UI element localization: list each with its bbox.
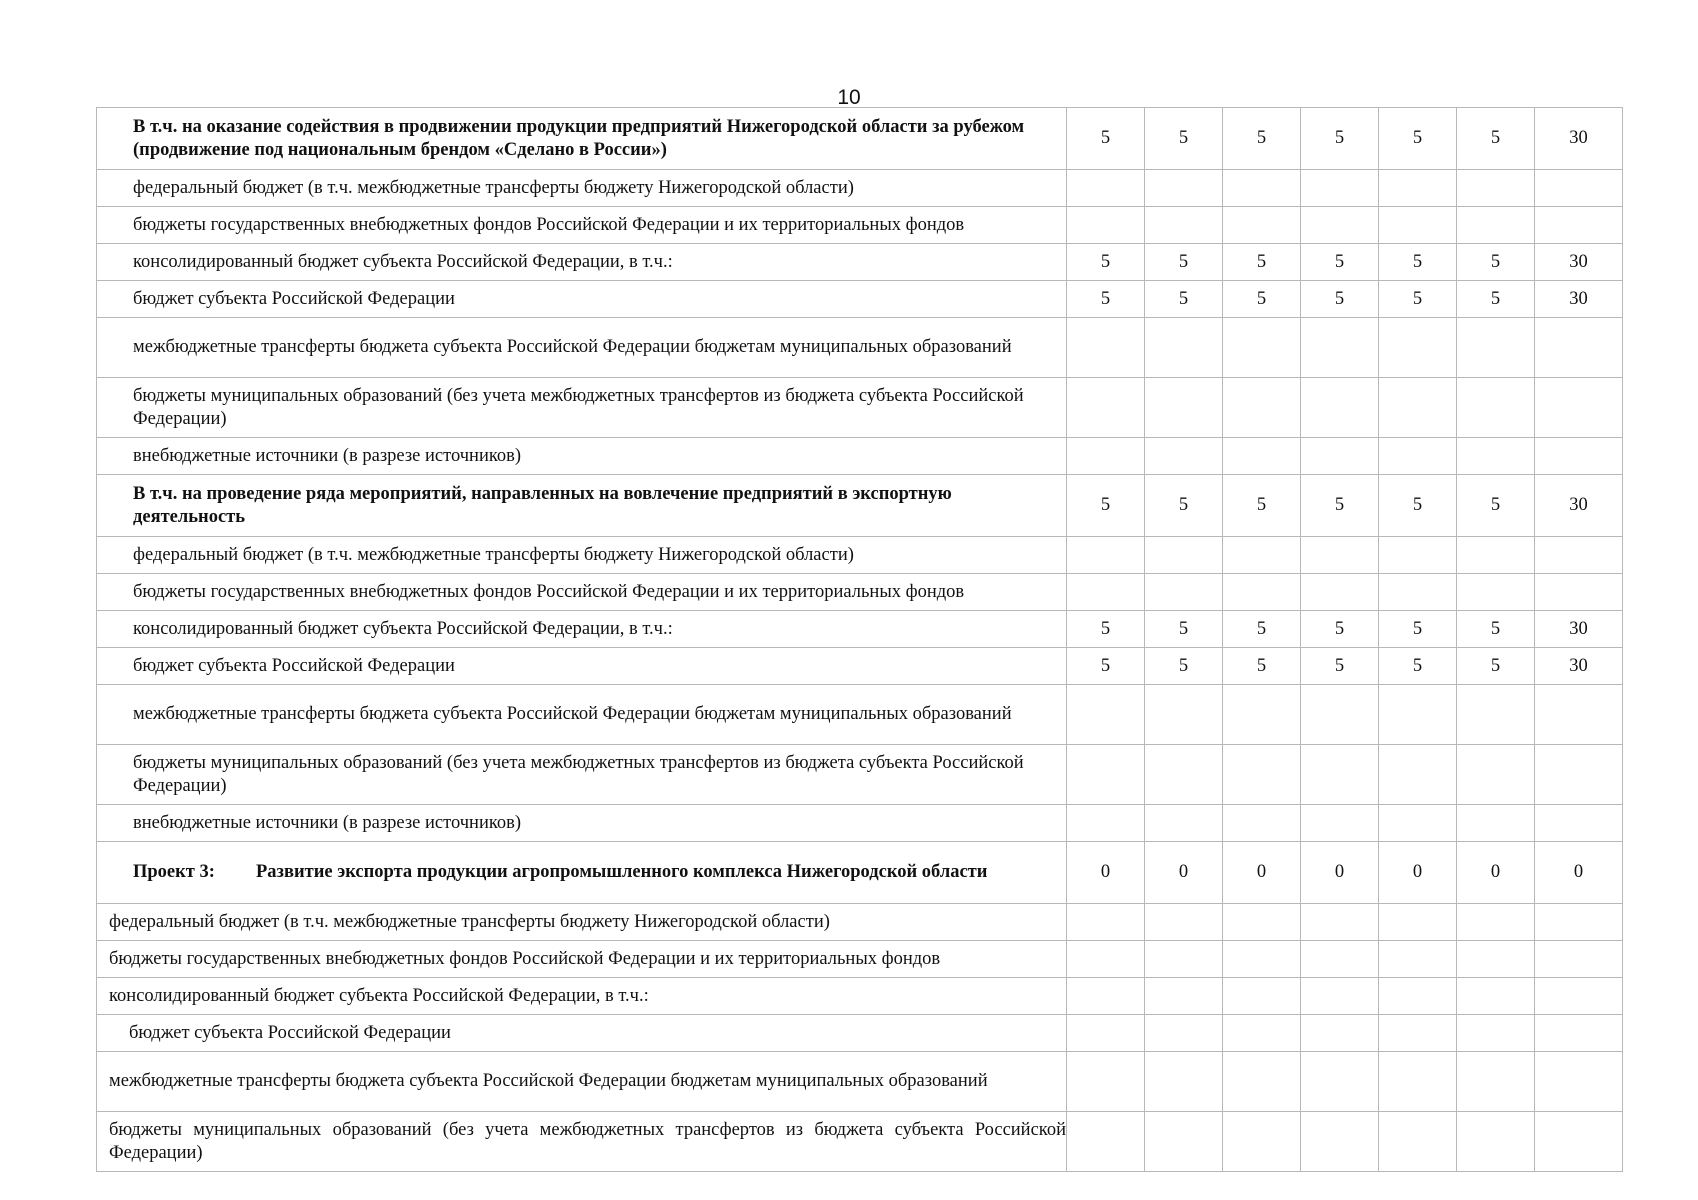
total-cell [1535,805,1623,842]
year-value-cell [1067,978,1145,1015]
total-cell [1535,745,1623,805]
year-value-cell [1067,438,1145,475]
total-cell [1535,378,1623,438]
year-value-cell [1379,574,1457,611]
total-cell [1535,941,1623,978]
year-value-cell [1301,904,1379,941]
total-cell: 30 [1535,475,1623,537]
year-value-cell [1067,537,1145,574]
year-value-cell [1223,1112,1301,1172]
table-row [97,207,1623,244]
year-value-cell [1223,207,1301,244]
year-value-cell [1067,941,1145,978]
year-value-cell [1379,1015,1457,1052]
row-label: бюджеты государственных внебюджетных фондов Российской Федерации и их территориальных фондов [97,574,1067,611]
year-value-cell [1379,1112,1457,1172]
year-value-cell [1145,978,1223,1015]
year-value-cell: 0 [1457,842,1535,904]
page-number: 10 [837,86,861,109]
year-value-cell: 5 [1067,475,1145,537]
year-value-cell: 5 [1379,108,1457,170]
year-value-cell [1145,941,1223,978]
year-value-cell: 5 [1301,475,1379,537]
year-value-cell [1223,1052,1301,1112]
row-label: В т.ч. на проведение ряда мероприятий, направленных на вовлечение предприятий в экспортную деятельность [97,475,1067,537]
year-value-cell: 5 [1223,475,1301,537]
row-label: межбюджетные трансферты бюджета субъекта Российской Федерации бюджетам муниципальных образований [97,1052,1067,1112]
total-cell: 30 [1535,108,1623,170]
year-value-cell [1379,170,1457,207]
year-value-cell [1457,438,1535,475]
row-label: бюджеты муниципальных образований (без учета межбюджетных трансфертов из бюджета субъекта Российской Федерации) [97,745,1067,805]
year-value-cell: 5 [1457,648,1535,685]
table-row [97,904,1623,941]
year-value-cell: 5 [1379,475,1457,537]
row-label: федеральный бюджет (в т.ч. межбюджетные трансферты бюджету Нижегородской области) [97,170,1067,207]
total-cell: 30 [1535,611,1623,648]
year-value-cell: 5 [1457,475,1535,537]
row-label: консолидированный бюджет субъекта Российской Федерации, в т.ч.: [97,978,1067,1015]
year-value-cell [1457,978,1535,1015]
year-value-cell: 5 [1457,108,1535,170]
row-label: федеральный бюджет (в т.ч. межбюджетные трансферты бюджету Нижегородской области) [97,904,1067,941]
total-cell [1535,978,1623,1015]
year-value-cell [1379,438,1457,475]
total-cell [1535,170,1623,207]
total-cell [1535,904,1623,941]
year-value-cell: 5 [1301,648,1379,685]
year-value-cell [1379,318,1457,378]
year-value-cell [1301,745,1379,805]
year-value-cell [1223,537,1301,574]
year-value-cell [1301,378,1379,438]
year-value-cell [1145,438,1223,475]
year-value-cell [1301,574,1379,611]
row-label: внебюджетные источники (в разрезе источников) [97,805,1067,842]
year-value-cell: 5 [1223,281,1301,318]
year-value-cell [1379,685,1457,745]
year-value-cell [1301,941,1379,978]
table-row [97,978,1623,1015]
project-prefix: Проект 3: [133,862,215,882]
year-value-cell [1145,685,1223,745]
year-value-cell [1145,1052,1223,1112]
year-value-cell [1379,805,1457,842]
table-row [97,475,1623,537]
table-row [97,281,1623,318]
total-cell [1535,1052,1623,1112]
total-cell [1535,438,1623,475]
year-value-cell: 5 [1301,108,1379,170]
row-label: бюджет субъекта Российской Федерации [97,648,1067,685]
year-value-cell [1301,207,1379,244]
year-value-cell: 0 [1301,842,1379,904]
year-value-cell [1301,805,1379,842]
table-row [97,318,1623,378]
year-value-cell: 5 [1067,108,1145,170]
year-value-cell [1223,904,1301,941]
year-value-cell: 5 [1223,611,1301,648]
row-label: консолидированный бюджет субъекта Российской Федерации, в т.ч.: [97,244,1067,281]
year-value-cell: 5 [1457,611,1535,648]
year-value-cell [1223,978,1301,1015]
table-row [97,1112,1623,1172]
table-row [97,805,1623,842]
year-value-cell [1457,805,1535,842]
total-cell [1535,1112,1623,1172]
table-row [97,108,1623,170]
year-value-cell: 5 [1379,611,1457,648]
year-value-cell: 5 [1457,244,1535,281]
year-value-cell [1223,574,1301,611]
table-row [97,244,1623,281]
year-value-cell: 5 [1067,648,1145,685]
total-cell [1535,207,1623,244]
table-row [97,378,1623,438]
year-value-cell: 5 [1145,108,1223,170]
year-value-cell [1067,904,1145,941]
year-value-cell [1223,318,1301,378]
year-value-cell [1301,1015,1379,1052]
year-value-cell: 5 [1379,281,1457,318]
row-label: бюджеты муниципальных образований (без учета межбюджетных трансфертов из бюджета субъекта Российской Федерации) [97,1112,1067,1172]
year-value-cell [1145,537,1223,574]
year-value-cell [1145,207,1223,244]
total-cell: 30 [1535,648,1623,685]
year-value-cell [1457,685,1535,745]
year-value-cell [1457,1052,1535,1112]
year-value-cell: 5 [1301,611,1379,648]
year-value-cell [1067,1112,1145,1172]
total-cell: 30 [1535,281,1623,318]
year-value-cell: 5 [1301,244,1379,281]
year-value-cell: 5 [1379,648,1457,685]
year-value-cell: 5 [1067,281,1145,318]
year-value-cell [1145,1112,1223,1172]
year-value-cell [1457,904,1535,941]
table-row [97,170,1623,207]
row-label: внебюджетные источники (в разрезе источников) [97,438,1067,475]
year-value-cell [1067,1052,1145,1112]
year-value-cell: 0 [1379,842,1457,904]
table-row [97,941,1623,978]
row-label [97,842,1067,904]
year-value-cell [1145,574,1223,611]
year-value-cell [1457,537,1535,574]
year-value-cell [1457,1015,1535,1052]
table-row [97,685,1623,745]
year-value-cell [1067,1015,1145,1052]
year-value-cell: 5 [1145,244,1223,281]
year-value-cell [1379,378,1457,438]
row-label: бюджеты государственных внебюджетных фондов Российской Федерации и их территориальных фондов [97,941,1067,978]
year-value-cell: 5 [1145,648,1223,685]
year-value-cell [1145,1015,1223,1052]
year-value-cell [1457,378,1535,438]
year-value-cell [1379,904,1457,941]
table-row [97,537,1623,574]
year-value-cell: 5 [1457,281,1535,318]
row-label: бюджеты муниципальных образований (без учета межбюджетных трансфертов из бюджета субъекта Российской Федерации) [97,378,1067,438]
table-row [97,574,1623,611]
year-value-cell: 5 [1067,244,1145,281]
row-label: федеральный бюджет (в т.ч. межбюджетные трансферты бюджету Нижегородской области) [97,537,1067,574]
table-row [97,842,1623,904]
year-value-cell [1457,745,1535,805]
total-cell: 30 [1535,244,1623,281]
row-label: консолидированный бюджет субъекта Российской Федерации, в т.ч.: [97,611,1067,648]
year-value-cell [1457,318,1535,378]
row-label: межбюджетные трансферты бюджета субъекта Российской Федерации бюджетам муниципальных образований [97,685,1067,745]
table-row [97,611,1623,648]
year-value-cell [1379,978,1457,1015]
year-value-cell [1379,207,1457,244]
year-value-cell [1457,1112,1535,1172]
year-value-cell [1457,941,1535,978]
year-value-cell: 5 [1223,244,1301,281]
year-value-cell [1301,1112,1379,1172]
year-value-cell [1223,170,1301,207]
year-value-cell [1301,170,1379,207]
budget-table-body [97,108,1623,1172]
year-value-cell: 5 [1223,648,1301,685]
total-cell [1535,318,1623,378]
year-value-cell [1067,318,1145,378]
year-value-cell [1223,941,1301,978]
year-value-cell: 0 [1145,842,1223,904]
year-value-cell [1301,978,1379,1015]
row-label: бюджет субъекта Российской Федерации [97,281,1067,318]
year-value-cell [1223,438,1301,475]
year-value-cell: 5 [1145,475,1223,537]
year-value-cell [1145,805,1223,842]
year-value-cell: 5 [1301,281,1379,318]
table-row [97,745,1623,805]
year-value-cell [1223,685,1301,745]
year-value-cell [1067,170,1145,207]
year-value-cell [1145,170,1223,207]
year-value-cell: 5 [1379,244,1457,281]
year-value-cell: 5 [1145,281,1223,318]
table-row [97,1015,1623,1052]
table-row [97,648,1623,685]
total-cell: 0 [1535,842,1623,904]
row-label: В т.ч. на оказание содействия в продвижении продукции предприятий Нижегородской области за рубежом (продвижение под национальным брендом «Сделано в России») [97,108,1067,170]
project-title: Развитие экспорта продукции агропромышленного комплекса Нижегородской области [256,862,988,882]
year-value-cell [1223,745,1301,805]
year-value-cell [1301,1052,1379,1112]
year-value-cell [1301,438,1379,475]
year-value-cell [1457,574,1535,611]
year-value-cell: 0 [1067,842,1145,904]
year-value-cell [1379,745,1457,805]
year-value-cell: 5 [1223,108,1301,170]
budget-table [96,107,1623,1172]
year-value-cell [1223,378,1301,438]
year-value-cell: 0 [1223,842,1301,904]
row-label: межбюджетные трансферты бюджета субъекта Российской Федерации бюджетам муниципальных образований [97,318,1067,378]
year-value-cell [1301,685,1379,745]
year-value-cell [1067,745,1145,805]
year-value-cell [1067,685,1145,745]
year-value-cell [1067,378,1145,438]
table-row [97,438,1623,475]
total-cell [1535,574,1623,611]
year-value-cell [1379,537,1457,574]
year-value-cell: 5 [1067,611,1145,648]
row-label: бюджеты государственных внебюджетных фондов Российской Федерации и их территориальных фондов [97,207,1067,244]
year-value-cell [1145,378,1223,438]
year-value-cell [1379,1052,1457,1112]
year-value-cell [1223,805,1301,842]
total-cell [1535,1015,1623,1052]
year-value-cell [1457,170,1535,207]
year-value-cell [1457,207,1535,244]
total-cell [1535,537,1623,574]
year-value-cell [1145,318,1223,378]
table-row [97,1052,1623,1112]
year-value-cell [1301,537,1379,574]
year-value-cell: 5 [1145,611,1223,648]
year-value-cell [1145,745,1223,805]
year-value-cell [1301,318,1379,378]
year-value-cell [1067,207,1145,244]
year-value-cell [1379,941,1457,978]
year-value-cell [1067,805,1145,842]
row-label: бюджет субъекта Российской Федерации [97,1015,1067,1052]
year-value-cell [1223,1015,1301,1052]
year-value-cell [1067,574,1145,611]
year-value-cell [1145,904,1223,941]
total-cell [1535,685,1623,745]
